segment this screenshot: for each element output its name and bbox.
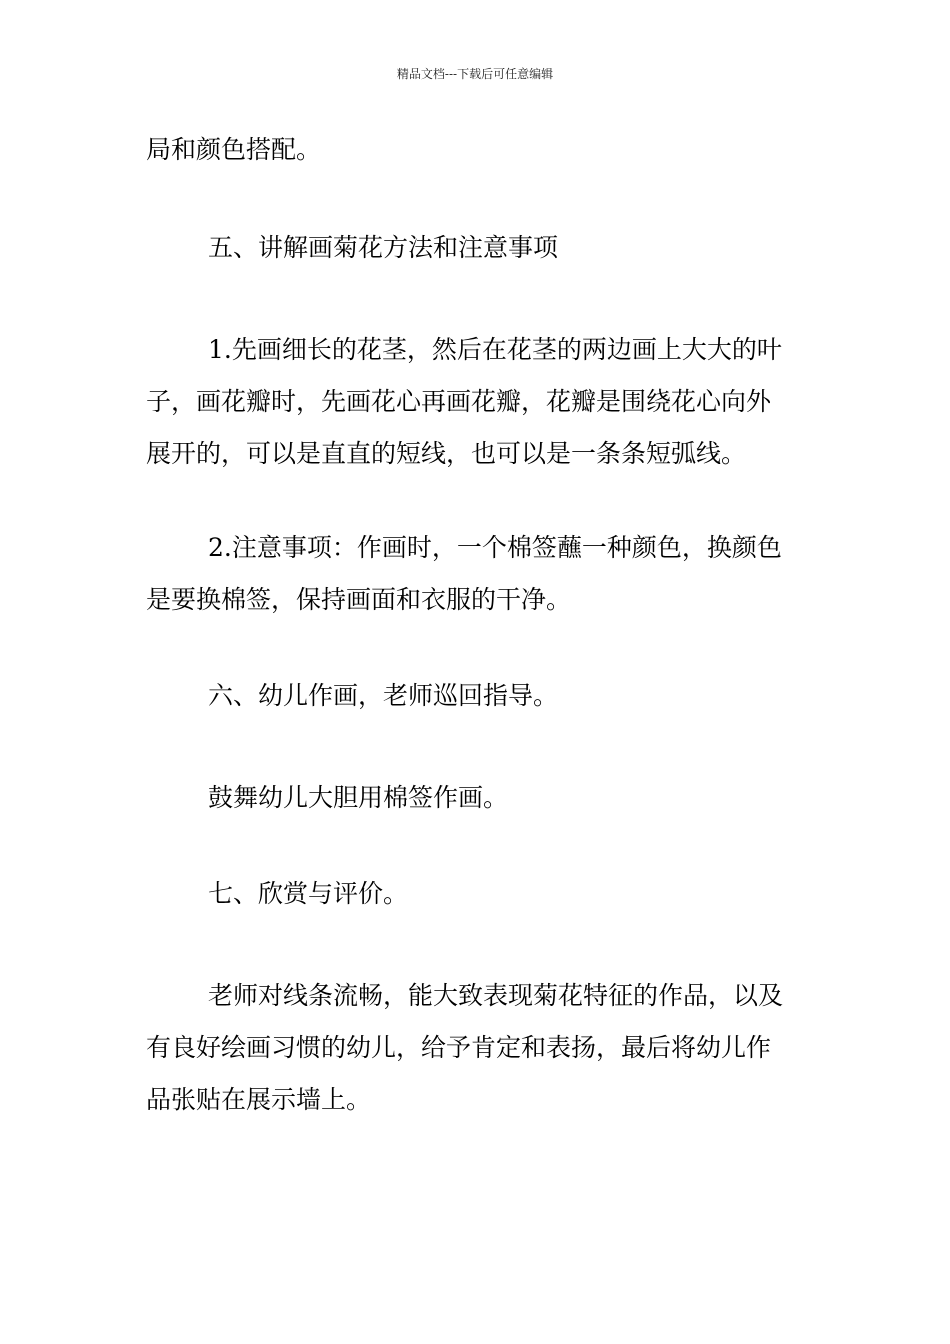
text-line: 2.注意事项：作画时，一个棉签蘸一种颜色，换颜色 [208,533,782,562]
list-item-1 [146,324,810,480]
text-line: 有良好绘画习惯的幼儿，给予肯定和表扬，最后将幼儿作 [146,1033,772,1062]
text-line: 局和颜色搭配。 [146,135,322,164]
paragraph-encourage [146,772,810,824]
section-heading-6 [146,670,810,722]
text-line: 七、欣赏与评价。 [208,879,409,908]
section-heading-7 [146,868,810,920]
text-line: 是要换棉签，保持画面和衣服的干净。 [146,585,572,614]
section-heading-5 [146,222,810,274]
list-item-2 [146,522,810,626]
text-line: 五、讲解画菊花方法和注意事项 [208,233,559,262]
text-line: 鼓舞幼儿大胆用棉签作画。 [208,783,509,812]
text-line: 老师对线条流畅，能大致表现菊花特征的作品，以及 [208,981,784,1010]
page-header: 精品文档---下载后可任意编辑 [396,67,554,81]
paragraph-continuation [146,124,810,176]
text-line: 品张贴在展示墙上。 [146,1085,372,1114]
text-line: 六、幼儿作画，老师巡回指导。 [208,681,559,710]
text-line: 展开的，可以是直直的短线，也可以是一条条短弧线。 [146,439,747,468]
text-line: 子，画花瓣时，先画花心再画花瓣，花瓣是围绕花心向外 [146,387,772,416]
paragraph-evaluation [146,970,810,1126]
text-line: 1.先画细长的花茎，然后在花茎的两边画上大大的叶 [208,335,782,364]
